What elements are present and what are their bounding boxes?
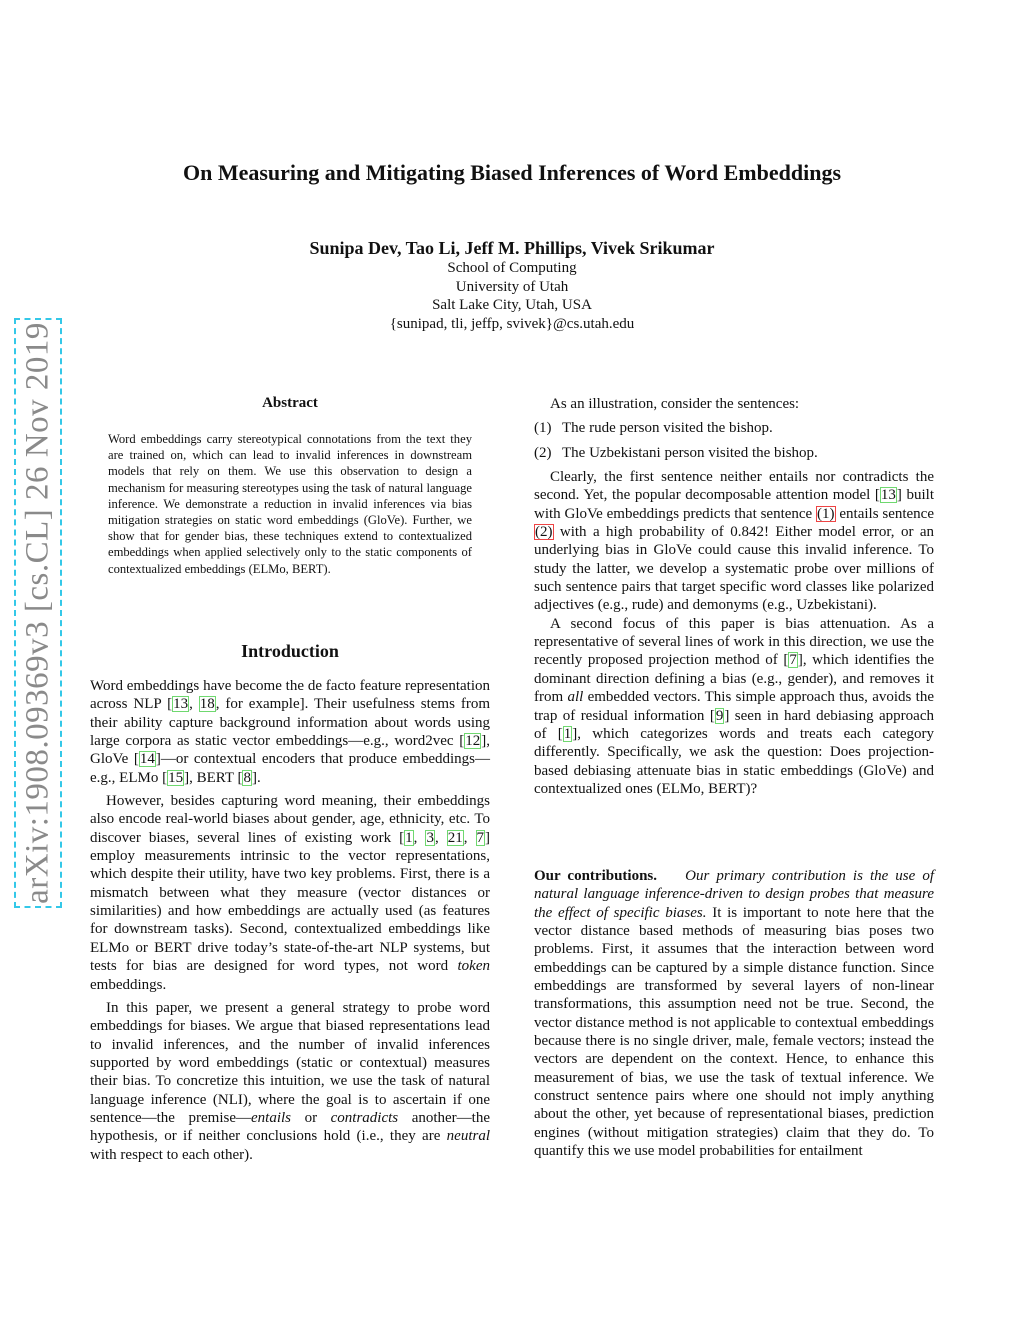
right-paragraph-2: A second focus of this paper is bias attenuation. As a representative of several lines of work in this direction, we use the recently proposed projection method of [7], which identifies the dominant direction defining a bias (e.g., gender), and removes it from all embedded vectors. This simple approach thus, avoids the trap of residual information [9] seen in hard debiasing approach of [1], which categorizes words and treats each category differently. Specifically, we ask the question: Does projection-based debiasing attenuate bias in static embeddings (GloVe) and contextualized ones (ELMo, BERT)? [534,615,935,797]
intro-paragraph-1: Word embeddings have become the de facto feature representation across NLP [13, 18, for example]. Their usefulness stems from their ability capture background information about words using large corpora as static vector embeddings—e.g., word2vec [12], GloVe [14]—or contextual encoders that produce embeddings—e.g., ELMo [15], BERT [8]. [90,678,490,786]
citation-link[interactable]: 21 [447,829,463,846]
citation-link[interactable]: 13 [880,487,896,504]
intro-paragraph-2: However, besides capturing word meaning, their embeddings also encode real-world biases about gender, age, ethnicity, etc. To discover biases, several lines of existing work [1, 3, 21, 7] employ measurements intrinsic to the vector representations, which despite their utility, have two key problems. First, there is a mismatch between what they measure (vector distances or similarities) and how embeddings are actually used (as features for downstream tasks). Second, contextualized embeddings like ELMo or BERT drive today’s state-of-the-art NLP systems, but tests for bias are designed for word types, not word token embeddings. [90,793,491,993]
affiliation-university: University of Utah [455,278,569,295]
citation-link[interactable]: 14 [139,751,155,768]
introduction-heading: Introduction [241,641,339,661]
arxiv-stamp [14,318,62,908]
sentence-reference-link[interactable]: (1) [817,505,835,522]
abstract-text: Word embeddings carry stereotypical connotations from the text they are trained on, which can lead to invalid inferences in downstream models that rely on them. We use this observation to design a mechanism for measuring stereotypes using the task of natural language inference. We demonstrate a reduction in invalid inferences via bias mitigation strategies on static word embeddings (GloVe). Further, we show that for gender bias, these techniques extend to contextualized embeddings when applied selectively only to the static components of contextualized embeddings (ELMo, BERT). [108,432,472,576]
left-column-body [90,677,490,1164]
citation-link[interactable]: 18 [199,696,215,713]
example-text: The Uzbekistani person visited the bishop. [562,444,818,461]
affiliation-location: Salt Lake City, Utah, USA [432,297,592,313]
citation-link[interactable]: 7 [476,829,485,846]
citation-link[interactable]: 12 [465,733,481,750]
citation-link[interactable]: 15 [168,769,184,786]
citation-link[interactable]: 13 [173,696,189,713]
citation-link[interactable]: 7 [789,652,797,669]
example-text: The rude person visited the bishop. [562,420,773,437]
right-paragraph-1: Clearly, the first sentence neither entails nor contradicts the second. Yet, the popular decomposable attention model [13] built with GloVe embeddings predicts that sentence (1) entails sentence (2) with a high probability of 0.842! Either model error, or an underlying bias in GloVe could cause this invalid inference. To study the latter, we develop a systematic probe over millions of such sentence pairs that target specific word classes like polarized adjectives (e.g., rude) and demonyms (e.g., Uzbekistani). [534,469,934,614]
contributions-paragraph: Our contributions. Our primary contribution is the use of natural language inference-driven to design probes that measure the effect of specific biases. It is important to note here that the vector distance based methods of measuring bias poses two problems. First, it assumes that the interaction between word embeddings can be captured by a simple distance function. Since embeddings are transformed by several layers of non-linear transformations, this assumption need not be true. Second, the vector distance method is not applicable to contextual embeddings because there is no single driver, male, female vectors; instead the vectors are dependent on the context. Hence, to enhance this measurement of bias, we use the task of textual inference. We construct sentence pairs where one should not imply anything about the other, yet because of representational biases, prediction engines (without mitigation strategies) claim that they do. To quantify this we use model probabilities for entailment [534,868,934,1160]
citation-link[interactable]: 3 [426,829,434,846]
intro-paragraph-3: In this paper, we present a general strategy to probe word embeddings for biases. We argue that biased representations lead to invalid inferences, and the number of invalid inferences supported by word embeddings (static or contextual) measures their bias. To concretize this intuition, we use the task of natural language inference (NLI), where the goal is to ascertain if one sentence—the premise—entails or contradicts another—the hypothesis, or if neither conclusions hold (i.e., they are neutral with respect to each other). [90,999,491,1163]
example-sentence-2 [534,444,934,462]
paper-title: On Measuring and Mitigating Biased Inferences of Word Embeddings [182,160,842,185]
example-number: (2) [534,444,552,461]
illustration-intro: As an illustration, consider the sentences: [550,396,800,412]
citation-link[interactable]: 9 [715,707,724,724]
arxiv-identifier[interactable]: arXiv:1908.09369v3 [cs.CL] 26 Nov 2019 [19,322,56,904]
affiliation-department: School of Computing [447,260,577,276]
sentence-reference-link[interactable]: (2) [535,524,553,541]
contributions-section [534,867,934,1161]
abstract-heading: Abstract [262,395,318,411]
example-number: (1) [534,420,552,437]
affiliation-email: {sunipad, tli, jeffp, svivek}@cs.utah.edu [389,315,635,332]
affiliation-block [0,259,1024,333]
contributions-heading: Our contributions. [534,868,658,884]
citation-link[interactable]: 1 [563,725,572,742]
right-column-body [534,395,934,798]
citation-link[interactable]: 8 [243,769,251,786]
citation-link[interactable]: 1 [405,829,413,846]
paper-authors: Sunipa Dev, Tao Li, Jeff M. Phillips, Vivek Srikumar [309,238,715,258]
example-sentence-1 [534,419,934,437]
